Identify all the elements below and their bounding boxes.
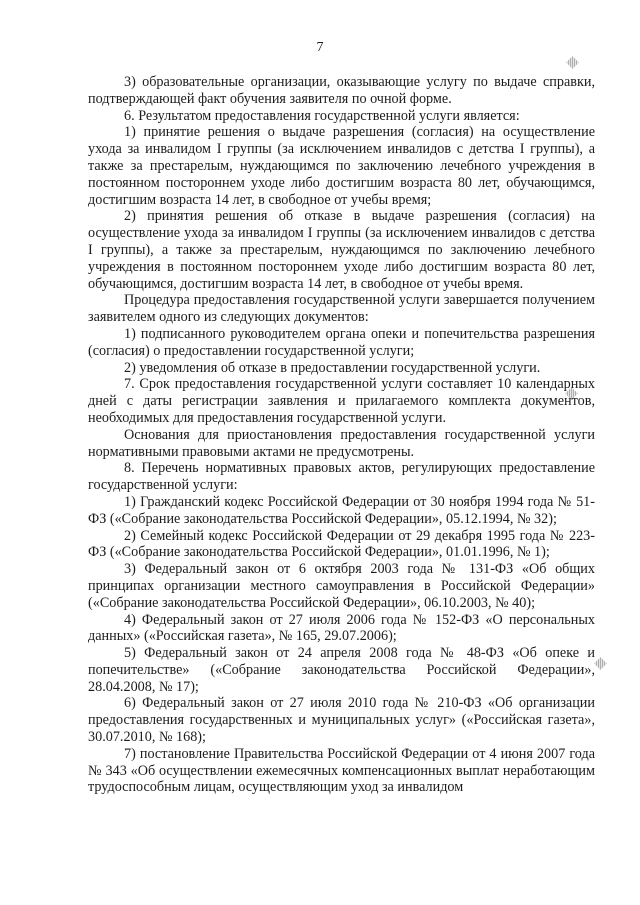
paragraph-legal-act-7: 7) постановление Правительства Российской Федерации от 4 июня 2007 года № 343 «Об осуществлении ежемесячных компенсационных выплат неработающим трудоспособным лицам, осуществляющим уход за инвалидом	[88, 745, 595, 796]
paragraph-educational-organizations: 3) образовательные организации, оказывающие услугу по выдаче справки, подтверждающей факт обучения заявителя по очной форме.	[88, 74, 595, 107]
paragraph-legal-act-5: 5) Федеральный закон от 24 апреля 2008 года № 48-ФЗ «Об опеке и попечительстве» («Собрание законодательства Российской Федерации», 28.04.2008, № 17);	[88, 645, 595, 695]
paragraph-document-item-2: 2) уведомления об отказе в предоставлении государственной услуги.	[124, 359, 541, 376]
scan-artifact-mark	[594, 657, 607, 670]
paragraph-legal-act-1: 1) Гражданский кодекс Российской Федерации от 30 ноября 1994 года № 51-ФЗ («Собрание законодательства Российской Федерации», 05.12.1994, № 32);	[88, 493, 595, 527]
paragraph-legal-act-3: 3) Федеральный закон от 6 октября 2003 года № 131-ФЗ «Об общих принципах организации местного самоуправления в Российской Федерации» («Собрание законодательства Российской Федерации», 06.10.2003, № 40);	[88, 561, 595, 611]
paragraph-document-item-1: 1) подписанного руководителем органа опеки и попечительства разрешения (согласия) о предоставлении государственной услуги;	[88, 325, 595, 359]
paragraph-result-item-1: 1) принятие решения о выдаче разрешения (согласия) на осуществление ухода за инвалидом I группы (за исключением инвалидов с детства I группы), а также за престарелым, нуждающимся по заключению лечебного учреждения в постоянном постороннем уходе либо достигшим возраста 80 лет, обучающимся, достигшим возраста 14 лет, в свободное от учебы время;	[88, 124, 595, 208]
paragraph-suspension-grounds: Основания для приостановления предоставления государственной услуги нормативными правовыми актами не предусмотрены.	[88, 426, 595, 460]
paragraph-service-term: 7. Срок предоставления государственной услуги составляет 10 календарных дней с даты регистрации заявления и прилагаемого комплекта документов, необходимых для предоставления государственной услуги.	[88, 376, 595, 426]
paragraph-result-item-2: 2) принятия решения об отказе в выдаче разрешения (согласия) на осуществление ухода за инвалидом I группы (за исключением инвалидов с детства I группы), а также за престарелым, нуждающимся по заключению лечебного учреждения в постоянном постороннем уходе либо достигшим возраста 80 лет, обучающимся, достигшим возраста 14 лет, в свободное от учебы время.	[88, 208, 595, 292]
document-body	[88, 74, 595, 796]
paragraph-result-heading: 6. Результатом предоставления государственной услуги является:	[124, 107, 520, 124]
paragraph-legal-act-6: 6) Федеральный закон от 27 июля 2010 года № 210-ФЗ «Об организации предоставления государственных и муниципальных услуг» («Российская газета», 30.07.2010, № 168);	[88, 695, 595, 746]
page-number: 7	[316, 40, 324, 55]
paragraph-legal-acts-heading: 8. Перечень нормативных правовых актов, регулирующих предоставление государственной услуги:	[88, 460, 595, 494]
paragraph-procedure: Процедура предоставления государственной услуги завершается получением заявителем одного из следующих документов:	[88, 292, 595, 326]
paragraph-legal-act-4: 4) Федеральный закон от 27 июля 2006 года № 152-ФЗ «О персональных данных» («Российская газета», № 165, 29.07.2006);	[88, 611, 595, 645]
paragraph-legal-act-2: 2) Семейный кодекс Российской Федерации от 29 декабря 1995 года № 223-ФЗ («Собрание законодательства Российской Федерации», 01.01.1996, № 1);	[88, 527, 595, 561]
scan-artifact-mark	[566, 56, 579, 69]
